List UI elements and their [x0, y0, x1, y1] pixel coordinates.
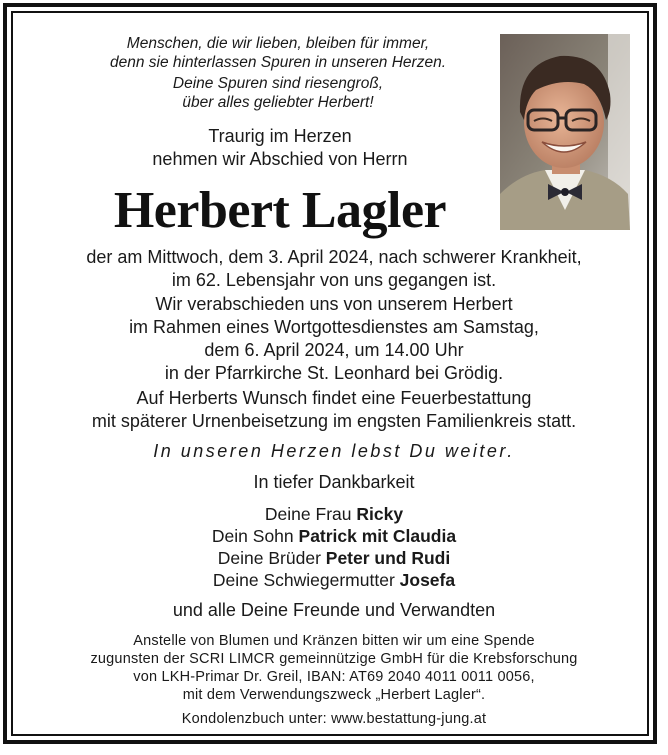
family-relation: Deine Frau	[264, 504, 357, 524]
poem-line: Menschen, die wir lieben, bleiben für immer,	[126, 35, 430, 52]
family-member	[0, 569, 668, 591]
condolence-link[interactable]: Kondolenzbuch unter: www.bestattung-jung.at	[181, 711, 487, 727]
friends-line: und alle Deine Freunde und Verwandten	[172, 600, 496, 620]
intro-line: Traurig im Herzen	[208, 126, 352, 146]
death-line: im 62. Lebensjahr von uns gegangen ist.	[171, 270, 497, 290]
family-name: Ricky	[356, 504, 404, 524]
gratitude: In tiefer Dankbarkeit	[253, 472, 415, 492]
service-line: Wir verabschieden uns von unserem Herbert	[155, 294, 513, 314]
family-member	[0, 525, 668, 547]
family-name: Peter und Rudi	[325, 548, 451, 568]
service-line: in der Pfarrkirche St. Leonhard bei Grödig.	[164, 363, 504, 383]
portrait-photo	[500, 34, 630, 230]
family-relation: Deine Brüder	[217, 548, 326, 568]
donation-line: zugunsten der SCRI LIMCR gemeinnützige GmbH für die Krebsforschung	[90, 651, 578, 667]
family-member	[0, 503, 668, 525]
poem-line: Deine Spuren sind riesengroß,	[172, 75, 384, 92]
intro-line: nehmen wir Abschied von Herrn	[152, 149, 408, 169]
service-line: im Rahmen eines Wortgottesdienstes am Samstag,	[129, 317, 539, 337]
family-name: Patrick mit Claudia	[298, 526, 457, 546]
motto: In unseren Herzen lebst Du weiter.	[153, 441, 515, 461]
cremation-line: mit späterer Urnenbeisetzung im engsten Familienkreis statt.	[91, 411, 577, 431]
family-relation: Deine Schwiegermutter	[212, 570, 400, 590]
donation-line: von LKH-Primar Dr. Greil, IBAN: AT69 2040 4011 0011 0056,	[133, 669, 535, 685]
family-relation: Dein Sohn	[211, 526, 299, 546]
donation-line: Anstelle von Blumen und Kränzen bitten wir um eine Spende	[133, 633, 535, 649]
donation-line: mit dem Verwendungszweck „Herbert Lagler“.	[182, 687, 486, 703]
cremation-line: Auf Herberts Wunsch findet eine Feuerbestattung	[136, 388, 532, 408]
deceased-name: Herbert Lagler	[113, 182, 447, 239]
service-line: dem 6. April 2024, um 14.00 Uhr	[204, 340, 464, 360]
family-member	[0, 547, 668, 569]
poem-line: über alles geliebter Herbert!	[182, 94, 374, 111]
death-line: der am Mittwoch, dem 3. April 2024, nach schwerer Krankheit,	[86, 247, 582, 267]
poem-line: denn sie hinterlassen Spuren in unseren Herzen.	[109, 54, 447, 71]
family-name: Josefa	[399, 570, 456, 590]
